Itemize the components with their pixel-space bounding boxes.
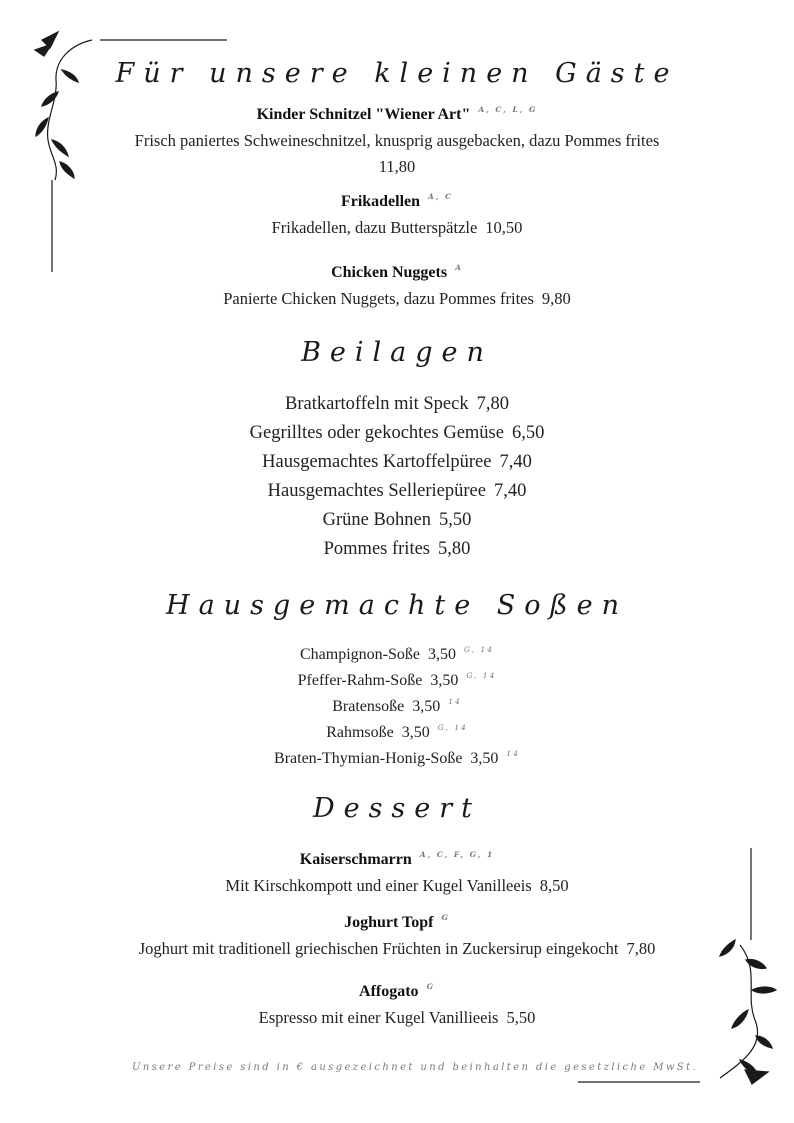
list-item: Braten-Thymian-Honig-Soße 3,50 $^{14}$ [274,749,520,767]
menu-item-name: Affogato $^G$ [359,982,435,1000]
menu-item-description: Joghurt mit traditionell griechischen Früchten in Zuckersirup eingekocht 7,80 [138,939,656,958]
menu-item-price: 5,50 [506,1008,536,1027]
menu-item-name: Kaiserschmarrn $^{A, C, F, G, 1}$ [299,850,495,868]
menu-item-price: 7,80 [626,939,656,958]
price-footnote: Unsere Preise sind in € ausgezeichnet und beinhalten die gesetzliche MwSt. [132,1062,699,1073]
list-item: Champignon-Soße 3,50 $^{G, 14}$ [299,645,495,663]
section-heading-sides: Beilagen [301,337,493,368]
list-item: Hausgemachtes Kartoffelpüree 7,40 [262,452,532,472]
section-heading-dessert: Dessert [312,793,482,824]
menu-item-description: Frikadellen, dazu Butterspätzle 10,50 [271,218,523,237]
allergen-codes: G [441,913,450,922]
menu-item-price: 9,80 [541,289,571,308]
menu-item-name: Chicken Nuggets $^A$ [331,263,463,281]
section-heading-kids: Für unsere kleinen Gäste [115,58,679,89]
menu-item-name: Joghurt Topf $^G$ [344,913,450,931]
list-item: Hausgemachtes Selleriepüree 7,40 [267,481,527,501]
menu-item-name: Frikadellen $^{A, C}$ [340,192,454,210]
menu-item-price: 11,80 [378,157,416,176]
list-item: Gegrilltes oder gekochtes Gemüse 6,50 [249,423,545,443]
allergen-codes: A, C, L, G [478,105,538,114]
allergen-codes: A [455,263,463,272]
allergen-codes: A, C, F, G, 1 [419,850,495,859]
list-item: Pfeffer-Rahm-Soße 3,50 $^{G, 14}$ [297,671,497,689]
menu-item-description: Espresso mit einer Kugel Vanillieeis 5,50 [258,1008,536,1027]
list-item: Bratensoße 3,50 $^{14}$ [332,697,462,715]
list-item: Bratkartoffeln mit Speck 7,80 [285,394,509,414]
menu-item-description: Panierte Chicken Nuggets, dazu Pommes frites 9,80 [223,289,571,308]
section-heading-sauces: Hausgemachte Soßen [166,590,628,621]
list-item: Rahmsoße 3,50 $^{G, 14}$ [326,723,468,741]
menu-item-price: 8,50 [539,876,569,895]
allergen-codes: G [426,982,435,991]
list-item: Grüne Bohnen 5,50 [322,510,472,530]
menu-item-name: Kinder Schnitzel "Wiener Art" $^{A, C, L, G}$ [256,105,538,123]
menu-item-price: 10,50 [485,218,523,237]
menu-item-description: Mit Kirschkompott und einer Kugel Vanilleeis 8,50 [225,876,569,895]
list-item: Pommes frites 5,80 [323,539,471,559]
allergen-codes: A, C [428,192,454,201]
menu-item-description: Frisch paniertes Schweineschnitzel, knusprig ausgebacken, dazu Pommes frites [134,131,660,150]
